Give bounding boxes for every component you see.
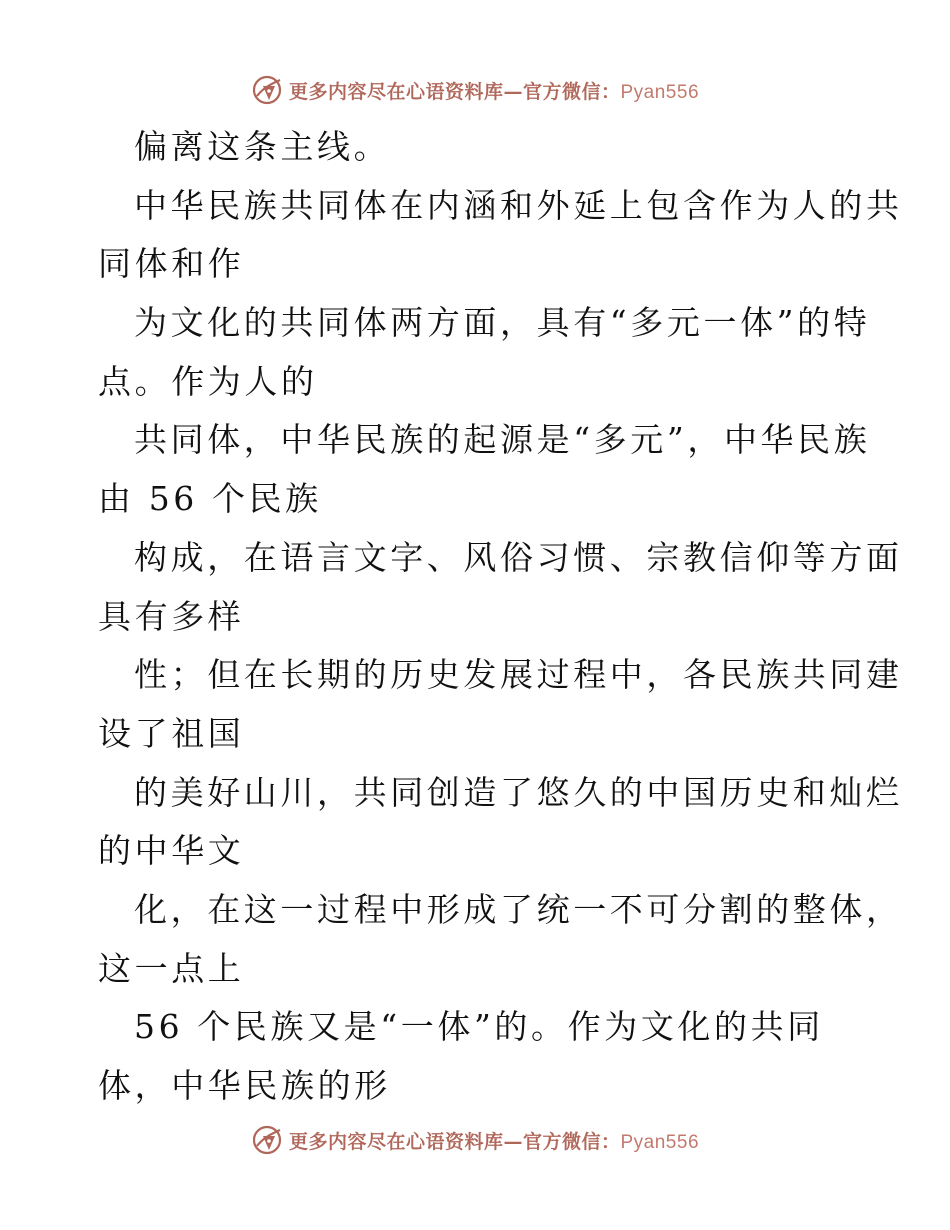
text-line: 这一点上 [98, 948, 245, 988]
header-banner[interactable] [0, 70, 950, 110]
footer-banner[interactable] [0, 1120, 950, 1160]
text-line: 构成，在语言文字、风俗习惯、宗教信仰等方面 [134, 537, 903, 577]
pen-nib-circle-icon [251, 74, 283, 106]
text-line: 性；但在长期的历史发展过程中，各民族共同建 [134, 655, 903, 695]
text-line: 体，中华民族的形 [98, 1066, 391, 1105]
text-line: 同体和作 [98, 244, 245, 284]
footer-banner-label: 更多内容尽在心语资料库—官方微信： [288, 1130, 621, 1153]
text-line: 设了祖国 [98, 713, 245, 753]
text-line: 由 56 个民族 [98, 479, 322, 519]
footer-banner-brand: Pyan556 [620, 1131, 700, 1153]
text-line: 化，在这一过程中形成了统一不可分割的整体， [134, 889, 903, 929]
footer-banner-text [289, 1127, 699, 1154]
text-line: 的中华文 [98, 831, 245, 871]
text-line: 中华民族共同体在内涵和外延上包含作为人的共 [134, 185, 903, 225]
body-text [98, 118, 903, 1116]
header-banner-text [289, 77, 699, 104]
text-line: 56 个民族又是“一体”的。作为文化的共同 [134, 1007, 824, 1047]
text-line: 的美好山川，共同创造了悠久的中国历史和灿烂 [134, 772, 903, 812]
text-line: 点。作为人的 [98, 361, 318, 401]
header-banner-brand: Pyan556 [620, 81, 700, 103]
text-line: 偏离这条主线。 [134, 127, 391, 166]
text-line: 具有多样 [98, 596, 245, 636]
header-banner-label: 更多内容尽在心语资料库—官方微信： [288, 80, 621, 103]
text-line: 为文化的共同体两方面，具有“多元一体”的特 [134, 303, 871, 343]
pen-nib-circle-icon [251, 1124, 283, 1156]
text-line: 共同体，中华民族的起源是“多元”，中华民族 [134, 420, 871, 460]
